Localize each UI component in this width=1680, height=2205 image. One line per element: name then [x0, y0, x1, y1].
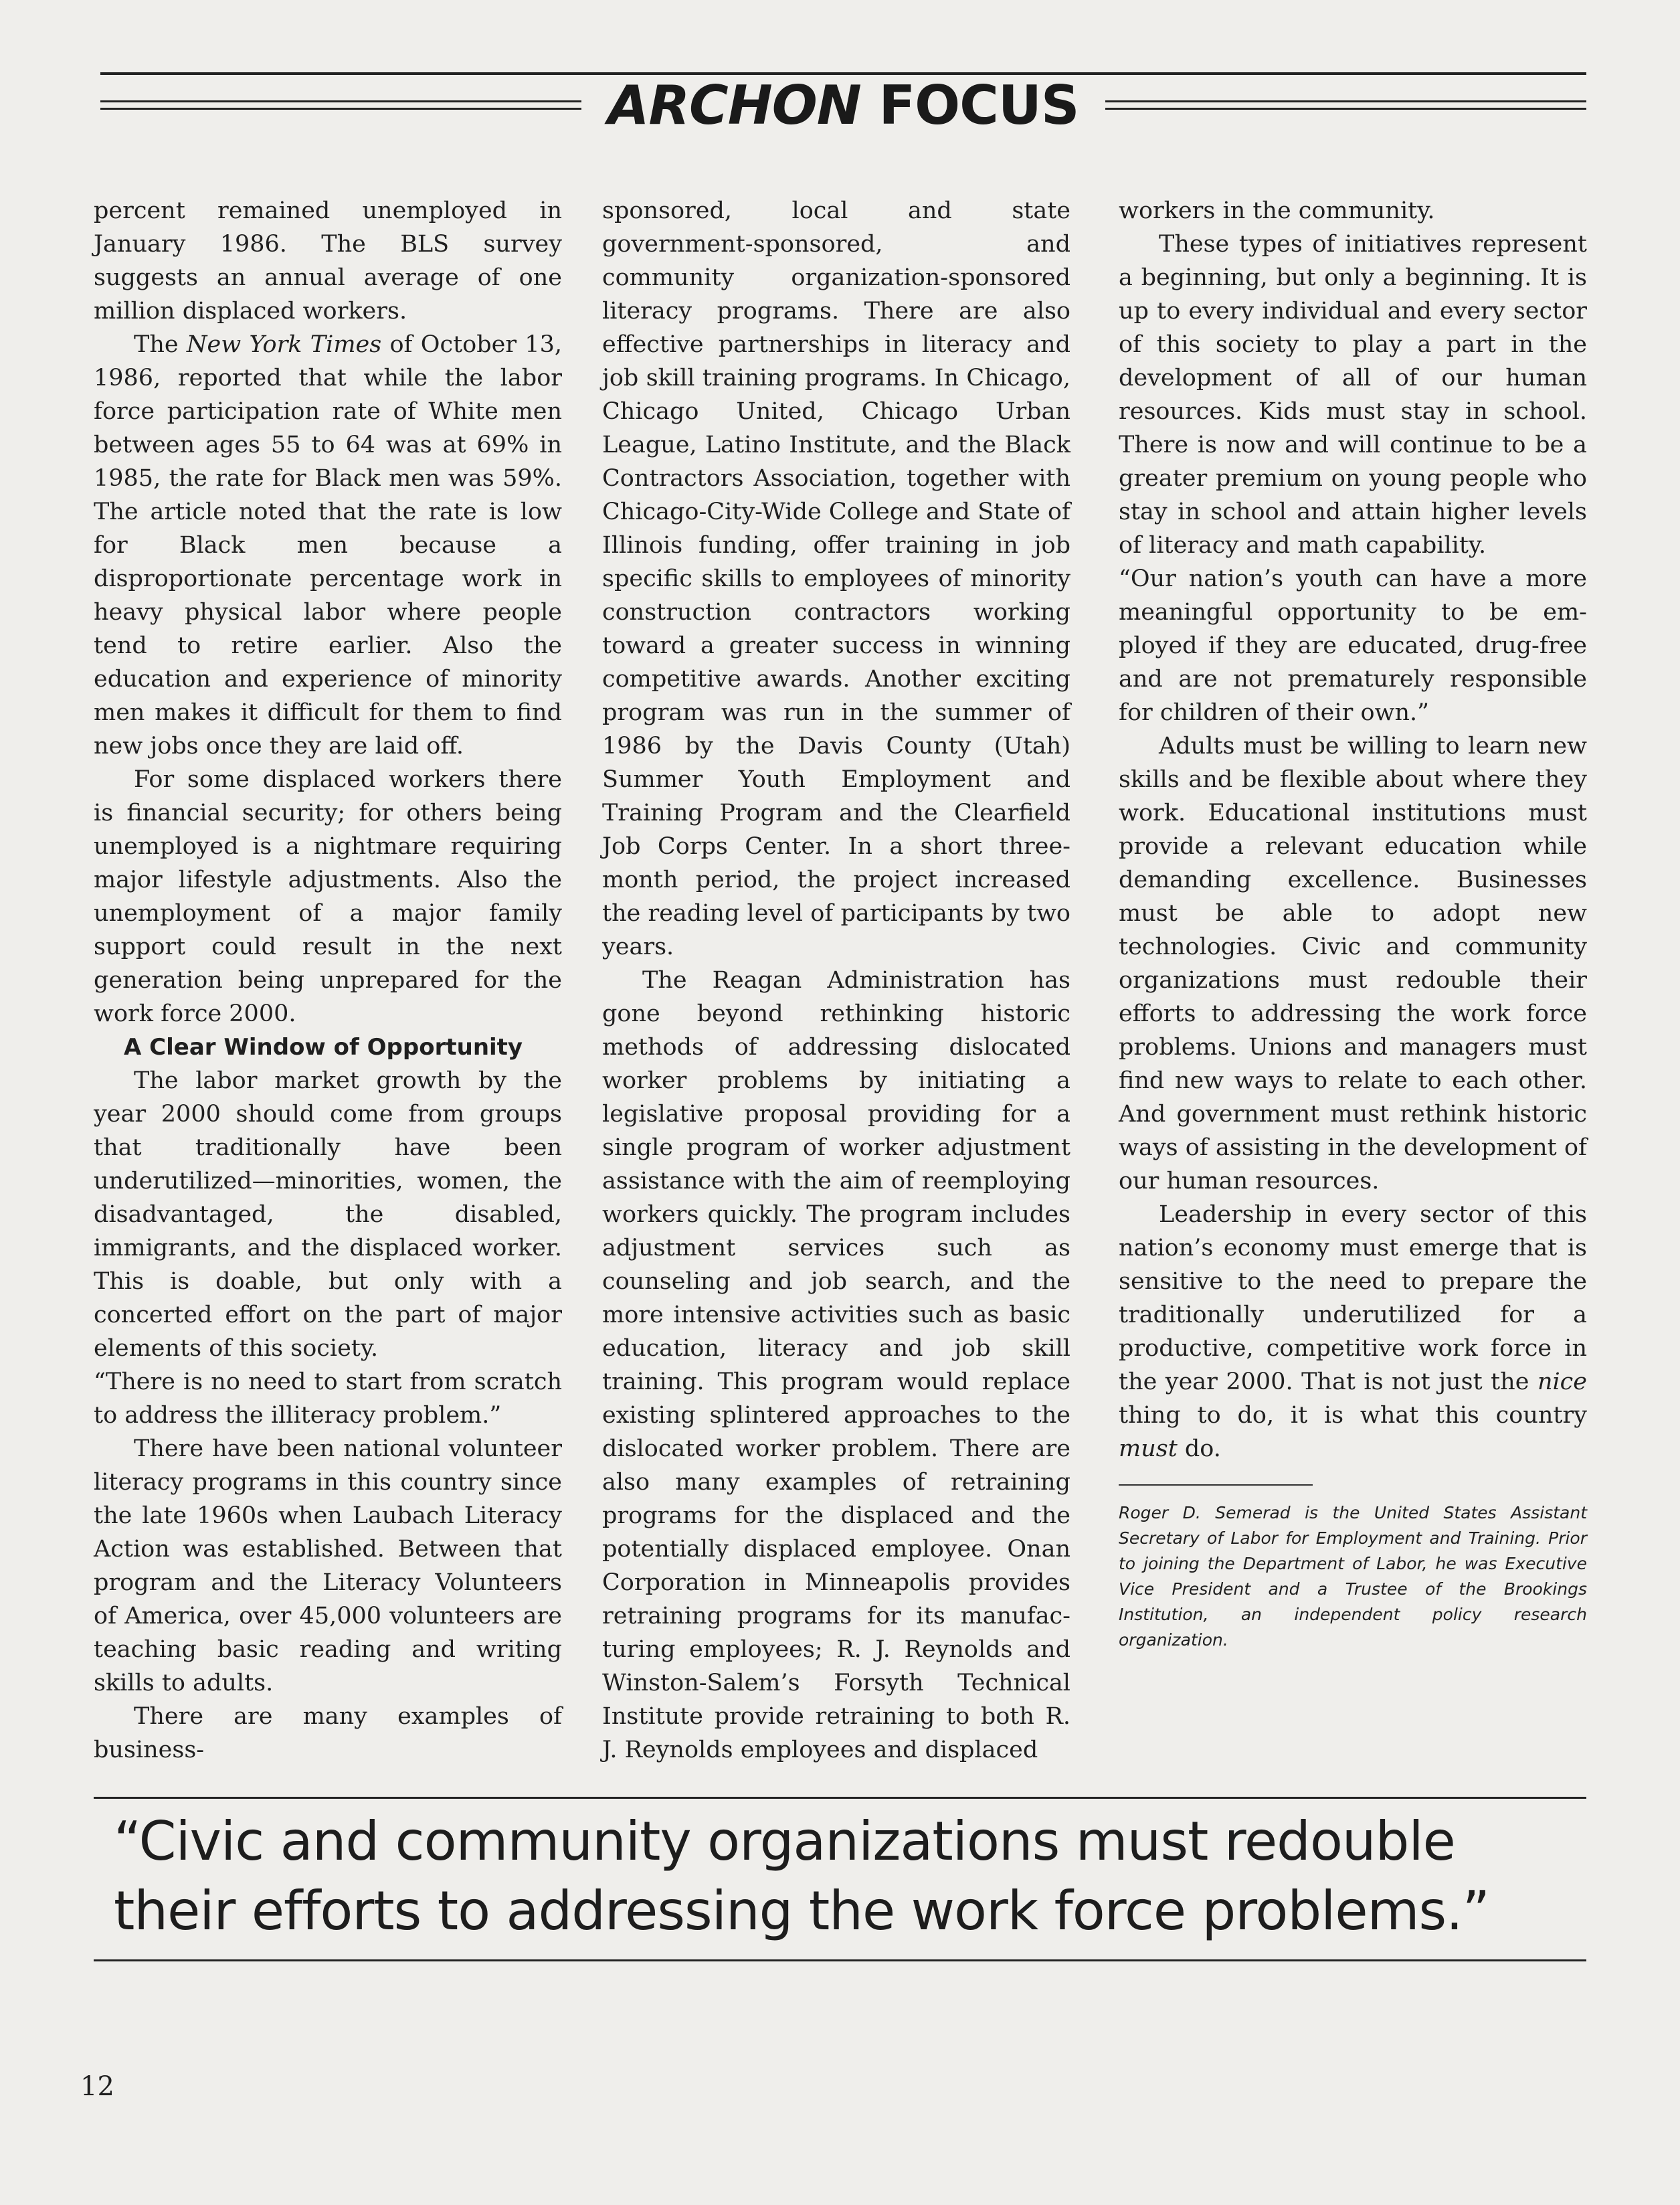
paragraph: The New York Times of October 13, 1986, reported that while the labor force participation rate of White men between ages 55 to 64 was at 69% in 1985, the rate for Black men was 59%. The article noted that the rate is low for Black men because a disproportionate percentage work in heavy physical labor where people tend to retire earlier. Also the education and experience of minority men makes it difficult for them to find new jobs once they are laid off. — [94, 331, 562, 760]
pull-quote: “Our nation’s youth can have a more meaningful opportunity to be employed if they are educated, drug-free and are not prematurely responsible for children of their own.” — [1119, 565, 1587, 726]
paragraph: percent remained unemployed in January 1986. The BLS survey suggests an annual average of one million displaced workers. — [94, 197, 562, 325]
publication-name: New York Times — [186, 331, 382, 358]
article-column-2 — [602, 194, 1070, 1767]
paragraph: For some displaced workers there is financial security; for others being unemployed is a nightmare requiring major lifestyle adjustments. Also the unemployment of a major family support could result in the next generation being unprepared for the work force 2000. — [94, 766, 562, 1027]
article-column-3 — [1119, 194, 1587, 1653]
paragraph: These types of initiatives represent a beginning, but only a beginning. It is up to every individual and every sector of this society to play a part in the development of all of our human resources. Kids must stay in school. There is now and will continue to be a greater premium on young people who stay in school and attain higher levels of literacy and math capability. — [1119, 231, 1587, 559]
pull-quote: “There is no need to start from scratch to address the illiteracy problem.” — [94, 1369, 562, 1429]
bio-divider — [1119, 1484, 1313, 1486]
masthead — [100, 75, 1586, 135]
section-heading: A Clear Window of Opportunity — [124, 1034, 523, 1061]
paragraph: There have been national volunteer literacy programs in this country since the late 1960s when Laubach Literacy Action was established. Between that program and the Literacy Volunteers of America, over 45,000 volunteers are teaching basic reading and writing skills to adults. — [94, 1435, 562, 1696]
featured-quote: “Civic and community organizations must redouble their efforts to addressing the work force problems.” — [114, 1810, 1490, 1942]
page-number: 12 — [80, 2071, 114, 2102]
paragraph: The labor market growth by the year 2000 should come from groups that traditionally have been underutilized—minorities, women, the disadvantaged, the disabled, immigrants, and the displaced worker. This is doable, but only with a concerted effort on the part of major elements of this society. — [94, 1067, 562, 1362]
article-column-1 — [94, 194, 562, 1767]
author-bio: Roger D. Semerad is the United States Assistant Secretary of Labor for Employment and Training. Prior to joining the Department of Labor, he was Executive Vice President and a Trustee of the Brookings Institution, an independent policy research organization. — [1119, 1503, 1587, 1650]
paragraph: The Reagan Administration has gone beyond rethinking historic methods of addressing dislocated worker problems by initiating a legislative proposal providing for a single program of worker adjustment assistance with the aim of reemploying workers quickly. The program includes adjustment services such as counseling and job search, and the more intensive activities such as basic education, literacy and job skill training. This program would replace existing splintered approaches to the dislocated worker problem. There are also many examples of retraining programs for the displaced and the potentially displaced employee. Onan Corporation in Minneapolis provides retraining programs for its manufacturing employees; R. J. Reynolds and Winston-Salem’s Forsyth Technical Institute provide retraining to both R. J. Reynolds employees and displaced — [602, 967, 1070, 1763]
paragraph: There are many examples of business- — [94, 1703, 562, 1763]
paragraph: workers in the community. — [1119, 197, 1435, 224]
publication-title: ARCHON FOCUS — [608, 74, 1079, 137]
masthead-left-rule — [100, 100, 581, 110]
paragraph: Leadership in every sector of this nation’s economy must emerge that is sensitive to the need to prepare the traditionally underutilized for a productive, competitive work force in the year 2000. That is not just the nice thing to do, it is what this country must do. — [1119, 1201, 1587, 1462]
paragraph: Adults must be willing to learn new skills and be flexible about where they work. Educational institutions must provide a relevant education while demanding excellence. Businesses must be able to adopt new technologies. Civic and community organizations must redouble their efforts to addressing the work force problems. Unions and managers must find new ways to relate to each other. And government must rethink historic ways of assisting in the development of our human resources. — [1119, 733, 1587, 1195]
quote-bottom-rule — [94, 1959, 1586, 1961]
paragraph: sponsored, local and state government-sponsored, and community organization-sponsored literacy programs. There are also effective partnerships in literacy and job skill training programs. In Chicago, Chicago United, Chicago Urban League, Latino Institute, and the Black Contractors Association, together with Chicago-City-Wide College and State of Illinois funding, offer training in job specific skills to employees of minority construction contractors working toward a greater success in winning competitive awards. Another exciting program was run in the summer of 1986 by the Davis County (Utah) Summer Youth Employment and Training Program and the Clearfield Job Corps Center. In a short three-month period, the project increased the reading level of participants by two years. — [602, 197, 1070, 960]
quote-top-rule — [94, 1797, 1586, 1799]
masthead-right-rule — [1105, 100, 1586, 110]
